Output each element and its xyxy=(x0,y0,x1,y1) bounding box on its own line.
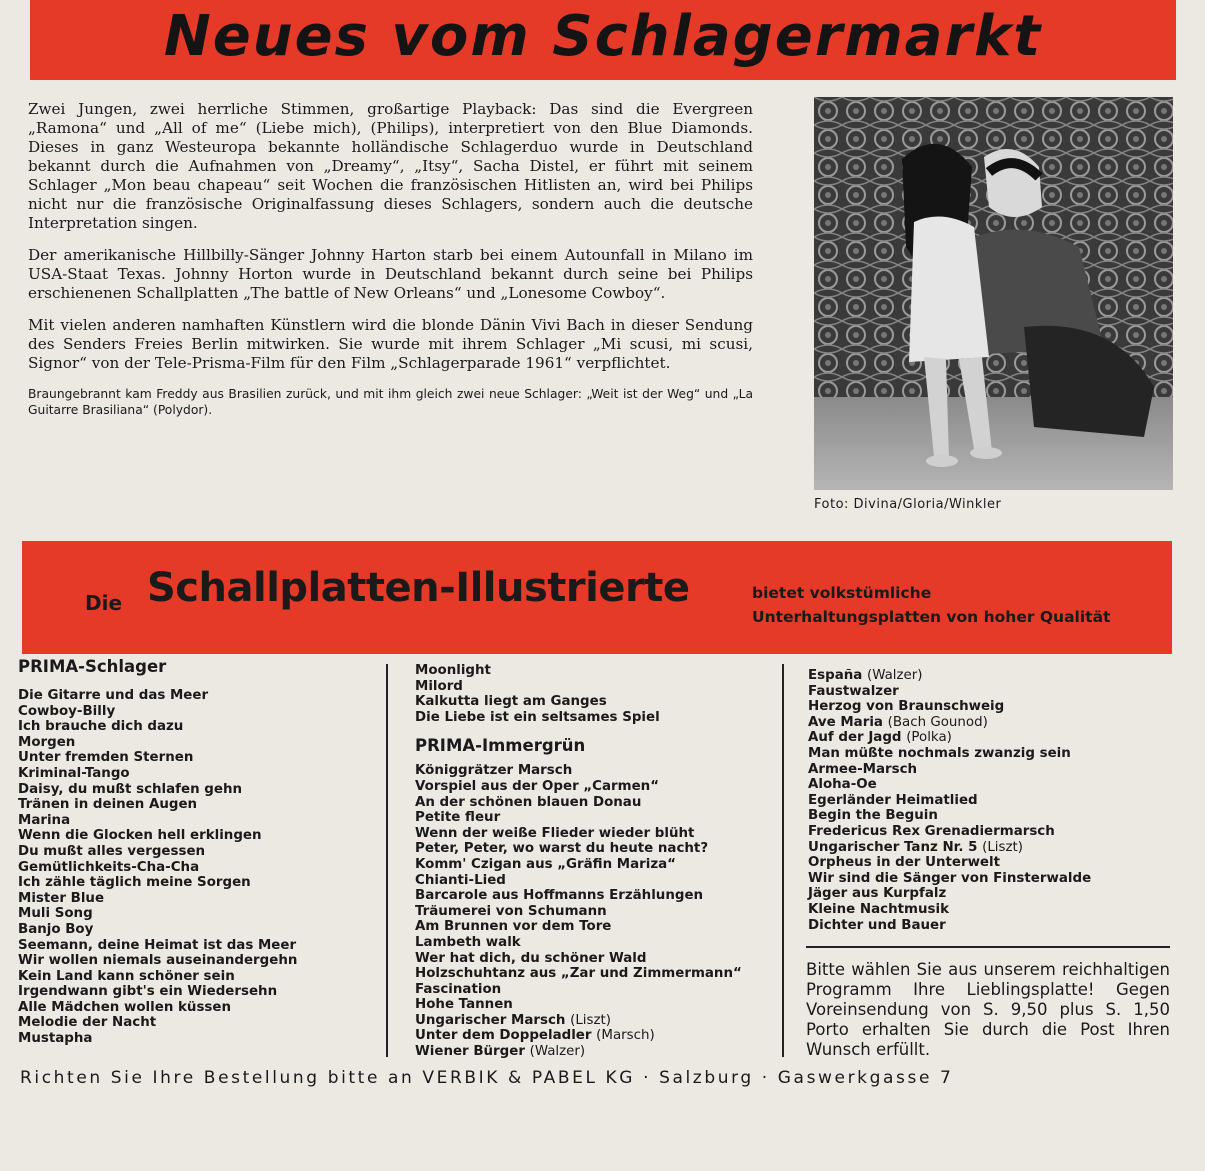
article-paragraph-3: Mit vielen anderen namhaften Künstlern wird die blonde Dänin Vivi Bach in dieser Sendung des Senders Freies Berlin mitwirken. Sie wurde mit ihrem Schlager „Mi scusi, mi scusi, Signor“ von der Tele-Prisma-Film für den Film „Schlagerparade 1961“ verpflichtet. xyxy=(28,316,753,372)
photo-image xyxy=(814,97,1173,490)
list-item: Komm' Czigan aus „Gräfin Mariza“ xyxy=(415,856,676,872)
list-item: Aloha-Oe xyxy=(808,777,877,793)
list-item: Begin the Beguin xyxy=(808,808,938,824)
list-item: Petite fleur xyxy=(415,810,501,826)
photo xyxy=(814,97,1173,490)
list-item: Kriminal-Tango xyxy=(18,765,130,781)
promo-banner xyxy=(22,541,1172,654)
article-paragraph-2: Der amerikanische Hillbilly-Sänger Johnny Harton starb bei einem Autounfall in Milano im USA-Staat Texas. Johnny Horton wurde in Deutschland bekannt durch seine bei Philips erschienenen Schallplatten „The battle of New Orleans“ und „Lonesome Cowboy“. xyxy=(28,246,753,302)
list-item: Hohe Tannen xyxy=(415,997,513,1013)
list-item: Alle Mädchen wollen küssen xyxy=(18,999,232,1015)
list-item: Banjo Boy xyxy=(18,921,94,937)
catalog-heading-prima-immergruen: PRIMA-Immergrün xyxy=(415,736,586,756)
catalog-column-2 xyxy=(415,663,742,1060)
list-item: Mustapha xyxy=(18,1031,93,1047)
catalog-list-more xyxy=(808,668,1091,933)
column-divider xyxy=(386,664,388,1057)
list-item: Irgendwann gibt's ein Wiedersehn xyxy=(18,984,278,1000)
list-item: Armee-Marsch xyxy=(808,761,918,777)
promo-tagline: bietet volkstümliche Unterhaltungsplatten von hoher Qualität xyxy=(752,584,1111,626)
list-item: Ich zähle täglich meine Sorgen xyxy=(18,875,251,891)
list-item: Unter fremden Sternen xyxy=(18,750,194,766)
order-note: Bitte wählen Sie aus unserem reichhaltigen Programm Ihre Lieblingsplatte! Gegen Voreinsendung von S. 9,50 plus S. 1,50 Porto erhalten Sie durch die Post Ihren Wunsch erfüllt. xyxy=(806,960,1170,1059)
list-item: Du mußt alles vergessen xyxy=(18,843,206,859)
list-item: Wenn der weiße Flieder wieder blüht xyxy=(415,825,695,841)
list-item: Chianti-Lied xyxy=(415,872,506,888)
promo-brand: Schallplatten-Illustrierte xyxy=(147,565,690,611)
catalog-list-prima-immergruen xyxy=(415,763,742,1059)
article-caption: Braungebrannt kam Freddy aus Brasilien zurück, und mit ihm gleich zwei neue Schlager: „Weit ist der Weg“ und „La Guitarre Brasiliana“ (Polydor). xyxy=(28,387,753,417)
list-item: An der schönen blauen Donau xyxy=(415,794,642,810)
list-item: Auf der Jagd (Polka) xyxy=(808,730,952,746)
catalog-heading-prima-schlager: PRIMA-Schlager xyxy=(18,657,167,676)
list-item: Melodie der Nacht xyxy=(18,1015,157,1031)
catalog-list-continued xyxy=(415,663,742,725)
column-divider xyxy=(782,664,784,1057)
list-item: Vorspiel aus der Oper „Carmen“ xyxy=(415,778,659,794)
list-item: España (Walzer) xyxy=(808,668,923,683)
list-item: Holzschuhtanz aus „Zar und Zimmermann“ xyxy=(415,966,742,982)
catalog-list-prima-schlager xyxy=(18,688,297,1047)
list-item: Fascination xyxy=(415,981,502,997)
footer-address: Richten Sie Ihre Bestellung bitte an VERBIK & PABEL KG · Salzburg · Gaswerkgasse 7 xyxy=(20,1068,954,1088)
page-title: Neues vom Schlagermarkt xyxy=(163,4,1043,69)
list-item: Kleine Nachtmusik xyxy=(808,901,949,917)
list-item: Milord xyxy=(415,678,463,694)
list-item: Königgrätzer Marsch xyxy=(415,763,573,779)
list-item: Tränen in deinen Augen xyxy=(18,797,198,813)
list-item: Wir sind die Sänger von Finsterwalde xyxy=(808,870,1092,886)
catalog-column-3 xyxy=(808,668,1091,933)
order-note-divider xyxy=(806,946,1170,948)
list-item: Moonlight xyxy=(415,663,491,678)
list-item: Marina xyxy=(18,812,71,828)
article xyxy=(28,100,753,431)
list-item: Faustwalzer xyxy=(808,683,899,699)
list-item: Fredericus Rex Grenadiermarsch xyxy=(808,823,1055,839)
list-item: Wenn die Glocken hell erklingen xyxy=(18,828,262,844)
list-item: Muli Song xyxy=(18,906,93,922)
list-item: Barcarole aus Hoffmanns Erzählungen xyxy=(415,888,704,904)
list-item: Wiener Bürger (Walzer) xyxy=(415,1044,586,1060)
list-item: Lambeth walk xyxy=(415,934,521,950)
catalog-column-1 xyxy=(18,656,297,1047)
list-item: Wir wollen niemals auseinandergehn xyxy=(18,953,298,969)
list-item: Am Brunnen vor dem Tore xyxy=(415,919,612,935)
list-item: Daisy, du mußt schlafen gehn xyxy=(18,781,243,797)
photo-credit: Foto: Divina/Gloria/Winkler xyxy=(814,497,1002,512)
header-banner xyxy=(30,0,1176,80)
list-item: Herzog von Braunschweig xyxy=(808,699,1005,715)
list-item: Orpheus in der Unterwelt xyxy=(808,855,1001,871)
list-item: Ich brauche dich dazu xyxy=(18,719,184,735)
list-item: Unter dem Doppeladler (Marsch) xyxy=(415,1028,655,1044)
list-item: Peter, Peter, wo warst du heute nacht? xyxy=(415,841,709,857)
list-item: Mister Blue xyxy=(18,890,105,906)
article-paragraph-1: Zwei Jungen, zwei herrliche Stimmen, großartige Playback: Das sind die Evergreen „Ramona“ und „All of me“ (Liebe mich), (Philips), interpretiert von den Blue Diamonds. Dieses in ganz Westeuropa bekannte holländische Schlagerduo wurde in Deutschland bekannt durch die Aufnahmen von „Dreamy“, „Itsy“, Sacha Distel, er führt mit seinem Schlager „Mon beau chapeau“ seit Wochen die französischen Hitlisten an, wird bei Philips nicht nur die französische Originalfassung dieses Schlagers, sondern auch die deutsche Interpretation singen. xyxy=(28,100,753,232)
list-item: Seemann, deine Heimat ist das Meer xyxy=(18,937,297,953)
list-item: Egerländer Heimatlied xyxy=(808,792,978,808)
list-item: Die Liebe ist ein seltsames Spiel xyxy=(415,709,660,725)
promo-prefix: Die xyxy=(85,591,123,615)
list-item: Gemütlichkeits-Cha-Cha xyxy=(18,859,200,875)
list-item: Träumerei von Schumann xyxy=(415,903,607,919)
list-item: Cowboy-Billy xyxy=(18,703,116,719)
list-item: Dichter und Bauer xyxy=(808,917,946,933)
list-item: Morgen xyxy=(18,734,76,750)
list-item: Ave Maria (Bach Gounod) xyxy=(808,714,988,730)
list-item: Wer hat dich, du schöner Wald xyxy=(415,950,647,966)
list-item: Ungarischer Marsch (Liszt) xyxy=(415,1012,611,1028)
list-item: Kalkutta liegt am Ganges xyxy=(415,694,607,710)
list-item: Die Gitarre und das Meer xyxy=(18,688,209,703)
list-item: Jäger aus Kurpfalz xyxy=(808,886,947,902)
list-item: Kein Land kann schöner sein xyxy=(18,968,235,984)
list-item: Ungarischer Tanz Nr. 5 (Liszt) xyxy=(808,839,1023,855)
list-item: Man müßte nochmals zwanzig sein xyxy=(808,745,1071,761)
